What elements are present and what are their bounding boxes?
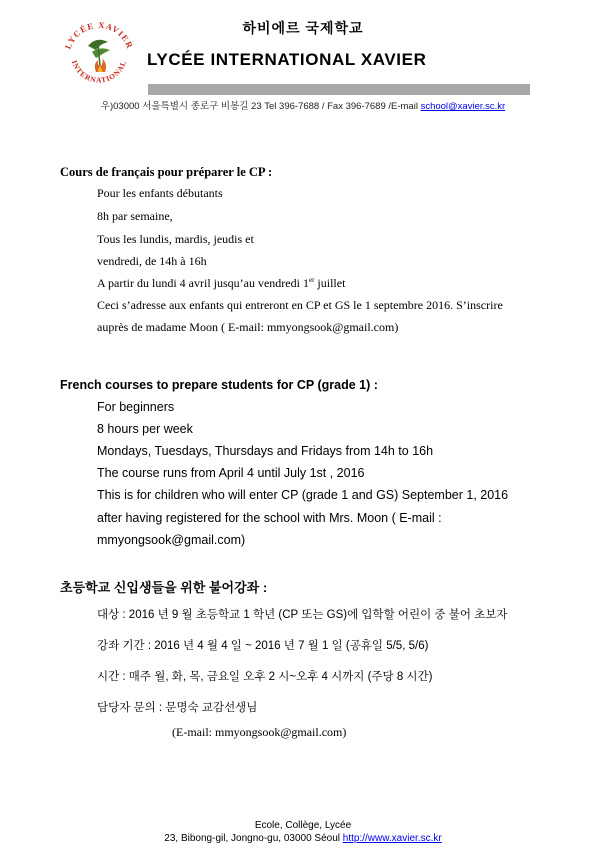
school-name: LYCÉE INTERNATIONAL XAVIER	[147, 50, 427, 69]
english-heading: French courses to prepare students for CP (grade 1) :	[60, 378, 378, 392]
korean-school-name: 하비에르 국제학교	[242, 20, 364, 36]
email-link[interactable]: school@xavier.sc.kr	[420, 101, 506, 112]
french-date-line	[97, 276, 345, 291]
korean-heading: 초등학교 신입생들을 위한 불어강좌 :	[60, 580, 268, 595]
korean-line: 대상 : 2016 년 9 월 초등학교 1 학년 (CP 또는 GS)에 입학할 어린이 중 불어 초보자	[97, 609, 508, 621]
korean-line: 강좌 기간 : 2016 년 4 월 4 일 ~ 2016 년 7 월 1 일 (공휴일 5/5, 5/6)	[97, 640, 429, 652]
svg-text:LYCÉE XAVIER: LYCÉE XAVIER	[62, 19, 136, 51]
french-line: 8h par semaine,	[97, 209, 173, 223]
french-date-sup: er	[308, 276, 315, 284]
french-line: vendredi, de 14h à 16h	[97, 254, 207, 268]
korean-line: 담당자 문의 : 문명숙 교감선생님	[97, 702, 258, 714]
french-line: Pour les enfants débutants	[97, 186, 223, 200]
french-heading: Cours de français pour préparer le CP :	[60, 165, 273, 179]
english-line: mmyongsook@gmail.com)	[97, 533, 246, 547]
korean-line: 시간 : 매주 월, 화, 목, 금요일 오후 2 시~오후 4 시까지 (주당 8 시간)	[97, 671, 433, 683]
header-divider-bar	[148, 84, 530, 95]
french-note-line: Ceci s’adresse aux enfants qui entreront en CP et GS le 1 septembre 2016. S’inscrire	[97, 298, 503, 312]
footer-school-levels: Ecole, Collège, Lycée	[254, 820, 352, 831]
footer-address-text: 23, Bibong-gil, Jongno-gu, 03000 Séoul	[164, 833, 343, 844]
address-line	[0, 98, 606, 112]
french-note-line: auprès de madame Moon ( E-mail: mmyongsook@gmail.com)	[97, 320, 399, 334]
address-text: 우)03000 서울특별시 종로구 비봉길 23 Tel 396-7688 / Fax 396-7689 /E-mail	[100, 101, 421, 112]
french-date-suffix: juillet	[314, 276, 346, 290]
footer-address	[0, 833, 606, 844]
svg-text:INTERNATIONAL: INTERNATIONAL	[69, 58, 129, 85]
website-link[interactable]: http://www.xavier.sc.kr	[342, 833, 442, 844]
english-line: The course runs from April 4 until July 1st , 2016	[97, 466, 365, 480]
english-line: This is for children who will enter CP (grade 1 and GS) September 1, 2016	[97, 488, 509, 502]
french-line: Tous les lundis, mardis, jeudis et	[97, 232, 254, 246]
english-line: 8 hours per week	[97, 422, 193, 436]
english-line: Mondays, Tuesdays, Thursdays and Fridays from 14h to 16h	[97, 444, 434, 458]
english-line: For beginners	[97, 400, 175, 414]
french-date-prefix: A partir du lundi 4 avril jusqu’au vendredi 1	[97, 276, 309, 290]
korean-email-line: (E-mail: mmyongsook@gmail.com)	[172, 725, 347, 739]
english-line: after having registered for the school with Mrs. Moon ( E-mail :	[97, 511, 442, 525]
